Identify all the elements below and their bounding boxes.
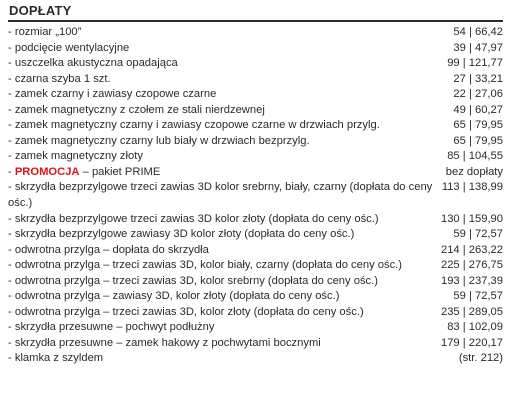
- item-bullet: -: [8, 181, 15, 194]
- item-description: [8, 180, 438, 211]
- item-text: skrzydła przesuwne – zamek hakowy z pochwytami bocznymi: [14, 336, 321, 349]
- item-description: [8, 320, 443, 336]
- item-price: 65 | 79,95: [453, 119, 503, 132]
- item-price: (str. 212): [458, 352, 503, 365]
- item-price: 130 | 159,90: [440, 212, 503, 225]
- list-item: [8, 274, 503, 290]
- item-bullet: -: [8, 41, 15, 54]
- item-text: odwrotna przylga – trzeci zawias 3D, kolor srebrny (dopłata do ceny ośc.): [14, 274, 378, 287]
- item-description: [8, 149, 443, 165]
- list-item: [8, 305, 503, 321]
- item-text: rozmiar „100”: [14, 26, 82, 38]
- item-price: 49 | 60,27: [453, 103, 503, 116]
- item-text: podcięcie wentylacyjne: [14, 41, 130, 54]
- list-item: [8, 87, 503, 103]
- item-text: odwrotna przylga – zawiasy 3D, kolor złoty (dopłata do ceny ośc.): [14, 290, 340, 303]
- list-item: [8, 212, 503, 228]
- item-text: czarna szyba 1 szt.: [14, 72, 111, 85]
- item-text: zamek czarny i zawiasy czopowe czarne: [14, 88, 217, 101]
- list-item: [8, 149, 503, 165]
- item-description: [8, 118, 449, 134]
- item-description: [8, 87, 449, 103]
- item-price: 65 | 79,95: [453, 134, 503, 147]
- item-description: [8, 72, 449, 88]
- item-price: 27 | 33,21: [453, 72, 503, 85]
- title-divider: [8, 20, 503, 22]
- item-description: [8, 165, 442, 181]
- item-description: [8, 227, 449, 243]
- item-description: [8, 41, 449, 57]
- list-item: [8, 103, 503, 119]
- list-item: [8, 41, 503, 57]
- item-bullet: -: [8, 352, 15, 365]
- item-price: 22 | 27,06: [453, 88, 503, 101]
- item-text: uszczelka akustyczna opadająca: [14, 57, 178, 70]
- item-bullet: -: [8, 119, 15, 132]
- item-price: bez dopłaty: [445, 165, 503, 178]
- promo-label: PROMOCJA: [14, 165, 80, 178]
- item-text: odwrotna przylga – trzeci zawias 3D, kolor biały, czarny (dopłata do ceny ośc.): [14, 259, 403, 272]
- item-bullet: -: [8, 259, 15, 272]
- section-title: DOPŁATY: [9, 3, 72, 18]
- item-bullet: -: [8, 165, 15, 178]
- item-description: [8, 25, 449, 41]
- item-text: klamka z szyldem: [14, 352, 104, 365]
- item-bullet: -: [8, 290, 15, 303]
- item-price: 179 | 220,17: [440, 336, 503, 349]
- list-item: [8, 25, 503, 41]
- list-item: [8, 351, 503, 367]
- item-bullet: -: [8, 26, 15, 38]
- item-description: [8, 212, 437, 228]
- item-bullet: -: [8, 103, 15, 116]
- list-item: [8, 243, 503, 259]
- item-price: 54 | 66,42: [453, 26, 503, 38]
- item-price: 39 | 47,97: [453, 41, 503, 54]
- item-bullet: -: [8, 57, 15, 70]
- list-item: [8, 72, 503, 88]
- item-text: skrzydła bezprzylgowe trzeci zawias 3D kolor srebrny, biały, czarny (dopłata do ceny ośc.): [8, 181, 433, 210]
- item-bullet: -: [8, 336, 15, 349]
- item-description: [8, 274, 437, 290]
- item-text: skrzydła bezprzylgowe zawiasy 3D kolor złoty (dopłata do ceny ośc.): [14, 228, 355, 241]
- surcharge-list: [8, 25, 503, 367]
- item-bullet: -: [8, 88, 15, 101]
- item-text: zamek magnetyczny czarny lub biały w drzwiach bezprzylg.: [14, 134, 310, 147]
- item-text: skrzydła bezprzylgowe trzeci zawias 3D kolor złoty (dopłata do ceny ośc.): [14, 212, 379, 225]
- list-item: [8, 289, 503, 305]
- item-price: 85 | 104,55: [447, 150, 503, 163]
- item-price: 59 | 72,57: [453, 228, 503, 241]
- item-text: skrzydła przesuwne – pochwyt podłużny: [14, 321, 215, 334]
- item-bullet: -: [8, 134, 15, 147]
- item-description: [8, 289, 449, 305]
- item-description: [8, 243, 437, 259]
- item-description: [8, 56, 443, 72]
- item-bullet: -: [8, 305, 15, 318]
- list-item: [8, 118, 503, 134]
- item-bullet: -: [8, 274, 15, 287]
- item-bullet: -: [8, 228, 15, 241]
- list-item: [8, 56, 503, 72]
- item-text: zamek magnetyczny złoty: [14, 150, 143, 163]
- list-item: [8, 165, 503, 181]
- item-description: [8, 351, 455, 367]
- item-text: odwrotna przylga – dopłata do skrzydła: [14, 243, 209, 256]
- item-price: 225 | 276,75: [440, 259, 503, 272]
- item-bullet: -: [8, 321, 15, 334]
- list-item: [8, 258, 503, 274]
- item-text: zamek magnetyczny czarny i zawiasy czopowe czarne w drzwiach przylg.: [14, 119, 380, 132]
- list-item: [8, 180, 503, 211]
- list-item: [8, 227, 503, 243]
- item-price: 193 | 237,39: [440, 274, 503, 287]
- item-text: – pakiet PRIME: [79, 165, 161, 178]
- item-description: [8, 305, 437, 321]
- item-bullet: -: [8, 243, 15, 256]
- item-description: [8, 336, 437, 352]
- list-item: [8, 134, 503, 150]
- item-description: [8, 134, 449, 150]
- item-price: 99 | 121,77: [447, 57, 503, 70]
- item-bullet: -: [8, 150, 15, 163]
- item-price: 113 | 138,99: [441, 181, 503, 194]
- item-price: 83 | 102,09: [447, 321, 503, 334]
- item-bullet: -: [8, 212, 15, 225]
- list-item: [8, 320, 503, 336]
- item-text: zamek magnetyczny z czołem ze stali nierdzewnej: [14, 103, 265, 116]
- item-description: [8, 103, 449, 119]
- item-price: 235 | 289,05: [440, 305, 503, 318]
- item-text: odwrotna przylga – trzeci zawias 3D, kolor złoty (dopłata do ceny ośc.): [14, 305, 364, 318]
- item-price: 214 | 263,22: [440, 243, 503, 256]
- item-bullet: -: [8, 72, 15, 85]
- list-item: [8, 336, 503, 352]
- item-price: 59 | 72,57: [453, 290, 503, 303]
- item-description: [8, 258, 437, 274]
